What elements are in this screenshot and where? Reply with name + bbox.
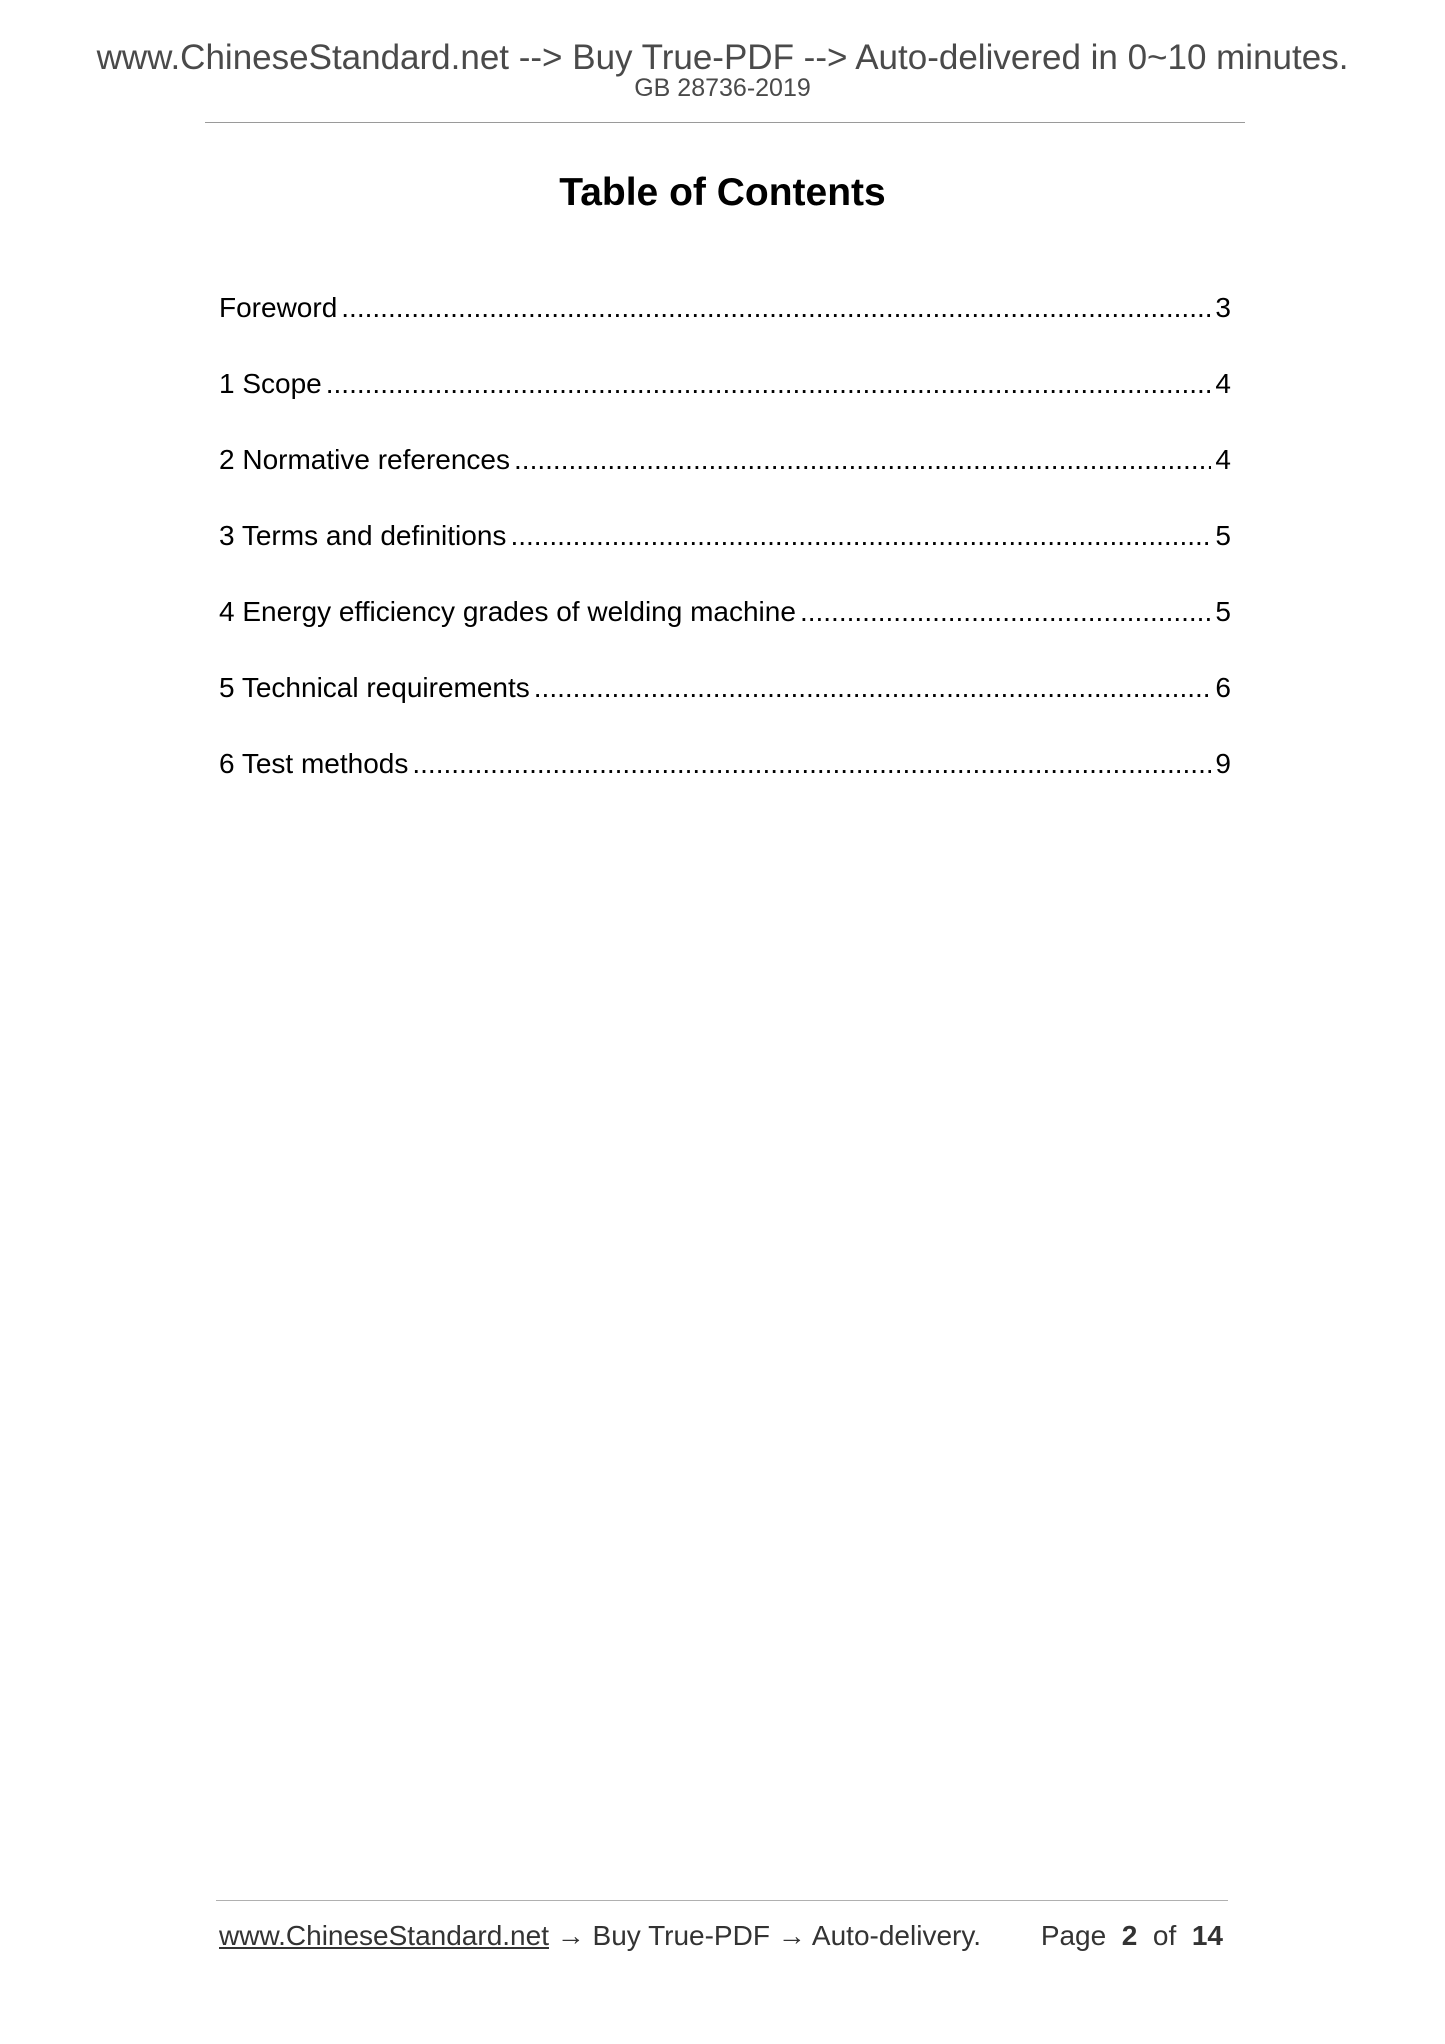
page-footer xyxy=(219,1918,1223,1954)
toc-list xyxy=(219,290,1231,822)
toc-entry-technical-requirements[interactable] xyxy=(219,670,1231,746)
dot-leader xyxy=(534,670,1212,706)
toc-entry-label: 5 Technical requirements xyxy=(219,672,530,703)
current-page-number: 2 xyxy=(1121,1920,1138,1951)
footer-tagline: → Buy True-PDF → Auto-delivery. xyxy=(548,1920,982,1951)
header-divider xyxy=(205,122,1245,123)
toc-entry-scope[interactable] xyxy=(219,366,1231,442)
toc-entry-label: 3 Terms and definitions xyxy=(219,520,507,551)
toc-entry-page: 4 xyxy=(1215,368,1231,399)
toc-entry-test-methods[interactable] xyxy=(219,746,1231,822)
total-pages-number: 14 xyxy=(1191,1920,1223,1951)
toc-entry-label: 4 Energy efficiency grades of welding machine xyxy=(219,596,796,627)
dot-leader xyxy=(341,290,1211,326)
header-banner: www.ChineseStandard.net --> Buy True-PDF --> Auto-delivered in 0~10 minutes. xyxy=(96,38,1349,77)
toc-entry-page: 4 xyxy=(1215,444,1231,475)
page-title: Table of Contents xyxy=(559,171,886,214)
toc-entry-energy-efficiency-grades[interactable] xyxy=(219,594,1231,670)
toc-entry-label: Foreword xyxy=(219,292,338,323)
dot-leader xyxy=(514,442,1211,478)
toc-entry-foreword[interactable] xyxy=(219,290,1231,366)
page-counter xyxy=(1041,1918,1223,1954)
toc-entry-page: 5 xyxy=(1215,596,1231,627)
toc-entry-page: 5 xyxy=(1215,520,1231,551)
page-word: Page xyxy=(1040,1920,1107,1951)
toc-entry-label: 1 Scope xyxy=(219,368,322,399)
dot-leader xyxy=(510,518,1211,554)
toc-entry-normative-references[interactable] xyxy=(219,442,1231,518)
dot-leader xyxy=(326,366,1212,402)
footer-site-link[interactable]: www.ChineseStandard.net xyxy=(219,1920,549,1951)
dot-leader xyxy=(412,746,1211,782)
of-word: of xyxy=(1152,1920,1177,1951)
toc-entry-page: 9 xyxy=(1215,748,1231,779)
footer-divider xyxy=(216,1900,1228,1901)
document-number: GB 28736-2019 xyxy=(634,74,811,102)
toc-entry-label: 2 Normative references xyxy=(219,444,511,475)
toc-entry-terms-and-definitions[interactable] xyxy=(219,518,1231,594)
toc-entry-page: 3 xyxy=(1215,292,1231,323)
toc-entry-page: 6 xyxy=(1215,672,1231,703)
dot-leader xyxy=(800,594,1211,630)
toc-entry-label: 6 Test methods xyxy=(219,748,409,779)
